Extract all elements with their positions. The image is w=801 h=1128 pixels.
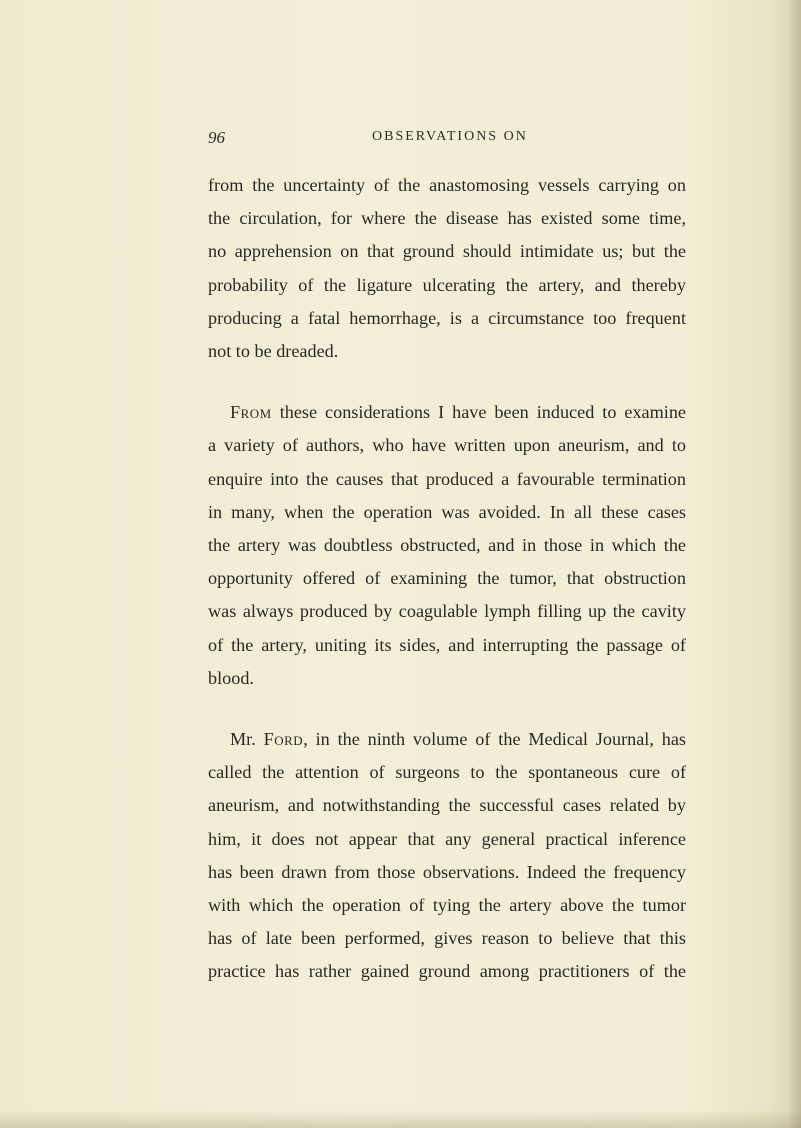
text-line: probability of the ligature ulcerating the artery, and thereby (208, 274, 686, 295)
text-line: with which the operation of tying the artery above the tumor (208, 895, 686, 916)
text-line: a variety of authors, who have written upon aneurism, and to (208, 435, 686, 456)
text-line: the circulation, for where the disease has existed some time, (208, 208, 686, 229)
running-head: OBSERVATIONS ON (372, 129, 528, 144)
text-line: opportunity offered of examining the tumor, that obstruction (208, 568, 686, 589)
text-line: not to be dreaded. (208, 341, 339, 362)
paragraph-2 (208, 396, 686, 695)
text-line: called the attention of surgeons to the spontaneous cure of (208, 762, 686, 783)
text-line: no apprehension on that ground should intimidate us; but the (208, 241, 686, 262)
text-line: in many, when the operation was avoided. In all these cases (208, 501, 686, 522)
text-line: of the artery, uniting its sides, and interrupting the passage of (208, 634, 686, 655)
text-line: him, it does not appear that any general practical inference (208, 828, 686, 849)
paragraph-lead-word: From (230, 402, 272, 423)
text-line: has been drawn from those observations. Indeed the frequency (208, 861, 686, 882)
paragraph-1 (208, 169, 686, 368)
text-line: the artery was doubtless obstructed, and in those in which the (208, 535, 686, 556)
page-header (208, 128, 688, 154)
text-line: Mr. Ford, in the ninth volume of the Medical Journal, has (230, 729, 686, 750)
body-text (208, 169, 686, 1017)
text-line: from the uncertainty of the anastomosing vessels carrying on (208, 175, 686, 195)
page-number: 96 (208, 128, 225, 147)
paragraph-3 (208, 723, 686, 989)
text-line: From these considerations I have been induced to examine (230, 402, 686, 423)
text-line: producing a fatal hemorrhage, is a circumstance too frequent (208, 307, 686, 328)
text-line: blood. (208, 667, 254, 688)
text-line: has of late been performed, gives reason to believe that this (208, 928, 686, 949)
text-line: aneurism, and notwithstanding the successful cases related by (208, 795, 686, 816)
text-line: was always produced by coagulable lymph filling up the cavity (208, 601, 686, 622)
paragraph-lead-word: Ford (263, 729, 304, 750)
text-line: enquire into the causes that produced a favourable termination (208, 468, 686, 489)
page-bottom-shadow (0, 1110, 801, 1128)
text-line: practice has rather gained ground among practitioners of the (208, 961, 686, 982)
page-edge-shadow (787, 0, 801, 1128)
